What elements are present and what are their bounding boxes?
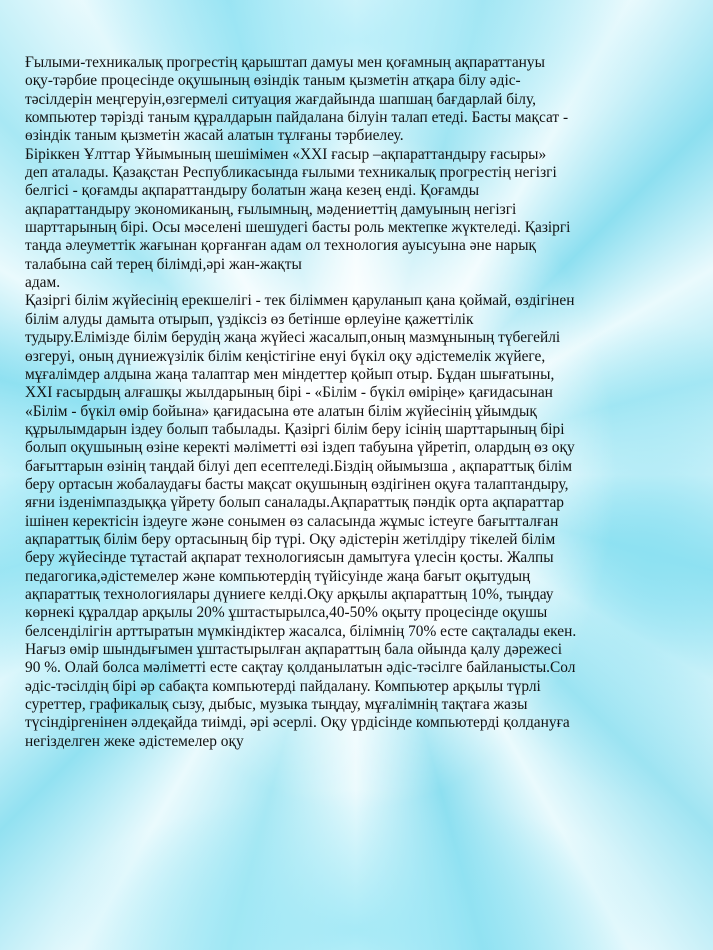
text-line: түсіндіргенінен әлдеқайда тиімді, әрі әсерлі. Оқу үрдісінде компьютерді қолдануға (25, 714, 570, 732)
text-line: белгісі - қоғамды ақпараттандыру болатын жаңа кезең енді. Қоғамды (25, 182, 480, 200)
text-line: болып оқушының өзіне керекті мәліметті өзі іздеп табуына үйретіп, олардың өз оқу (25, 439, 575, 457)
text-line: адам. (25, 274, 61, 292)
text-line: Ғылыми-техникалық прогрестің қарыштап дамуы мен қоғамның ақпараттануы (25, 54, 545, 71)
text-line: ақпараттық білім беру ортасының бір түрі. Оқу әдістерін жетілдіру тікелей білім (25, 530, 556, 548)
text-line: педагогика,әдістемелер және компьютердің түйісуінде жаңа бағыт оқытудың (25, 567, 531, 585)
text-line: өзіндік таным қызметін жасай алатын тұлғаны тәрбиелеу. (25, 127, 404, 145)
text-line: беру ортасын жобалаудағы басты мақсат оқушының өздігінен оқуға талаптандыру, (25, 475, 569, 493)
text-line: көрнекі құралдар арқылы 20% ұштастырылса,40-50% оқыту процесінде оқушы (25, 604, 548, 622)
text-line: негізделген жеке әдістемелер оқу (25, 732, 244, 750)
text-line: яғни ізденімпаздыққа үйрету болып саналады.Ақпараттық пәндік орта ақпараттар (25, 494, 565, 512)
text-line: тудыру.Елімізде білім берудің жаңа жүйесі жасалып,оның мазмұнының түбегейлі (25, 329, 561, 347)
document-body (25, 54, 693, 751)
text-line: «Білім - бүкіл өмір бойына» қағидасына өте алатын білім жүйесінің ұйымдық (25, 402, 537, 420)
text-line: өзгеруі, оның дүниежүзілік білім кеңістігіне енуі бүкіл оқу әдістемелік жүйеге, (25, 347, 546, 365)
text-line: оқу-тәрбие процесінде оқушының өзіндік таным қызметін атқара білу әдіс- (25, 72, 521, 90)
text-line: талабына сай терең білімді,әрі жан-жақты (25, 255, 302, 273)
text-line: ішінен керектісін іздеуге және сонымен өз саласында жұмыс істеуге бағытталған (25, 512, 559, 530)
text-line: компьютер тәрізді таным құралдарын пайдалана білуін талап етеді. Басты мақсат - (25, 109, 569, 127)
text-line: білім алуды дамыта отырып, үздіксіз өз бетінше өрлеуіне қажеттілік (25, 310, 474, 328)
text-line: XXI ғасырдың алғашқы жылдарының бірі - «Білім - бүкіл өміріңе» қағидасынан (25, 384, 553, 402)
text-line: суреттер, графикалық сызу, дыбыс, музыка тыңдау, мұғалімнің тақтаға жазы (25, 696, 528, 714)
text-line: белсенділігін арттыратын мүмкіндіктер жасалса, білімнің 70% есте сақталады екен. (25, 622, 577, 640)
text-line: бағыттарын өзінің таңдай білуі деп есептеледі.Біздің ойымызша , ақпараттық білім (25, 457, 572, 475)
text-line: ақпараттық технологиялары дүниеге келді.Оқу арқылы ақпараттың 10%, тыңдау (25, 585, 554, 603)
text-line: беру жүйесінде тұтастай ақпарат технологиясын дамытуға үлесін қосты. Жалпы (25, 549, 554, 567)
text-line: әдіс-тәсілдің бірі әр сабақта компьютерді пайдалану. Компьютер арқылы түрлі (25, 677, 541, 695)
text-line: 90 %. Олай болса мәліметті есте сақтау қолданылатын әдіс-тәсілге байланысты.Сол (25, 659, 576, 677)
text-line: шарттарының бірі. Осы мәселені шешудегі басты роль мектепке жүктеледі. Қазіргі (25, 219, 571, 237)
text-line: таңда әлеуметтік жағынан қорғанған адам ол технология ауысуына әне нарық (25, 237, 537, 255)
text-line: мұғалімдер алдына жаңа талаптар мен міндеттер қойып отыр. Бұдан шығатыны, (25, 365, 555, 383)
text-line: құрылымдарын іздеу болып табылады. Қазіргі білім беру ісінің шарттарының бірі (25, 420, 565, 438)
text-line: Біріккен Ұлттар Ұйымының шешімімен «XXI ғасыр –ақпараттандыру ғасыры» (25, 145, 547, 163)
text-line: Қазіргі білім жүйесінің ерекшелігі - тек біліммен қаруланып қана қоймай, өздігінен (25, 292, 575, 310)
text-line: тәсілдерін меңгеруін,өзгермелі ситуация жағдайында шапшаң бағдарлай білу, (25, 90, 536, 108)
text-line: Нағыз өмір шындығымен ұштастырылған ақпараттың бала ойында қалу дәрежесі (25, 641, 562, 658)
text-line: деп аталады. Қазақстан Республикасында ғылыми техникалық прогрестің негізгі (25, 164, 557, 182)
text-line: ақпараттандыру экономиканың, ғылымның, мәдениеттің дамуының негізгі (25, 200, 517, 218)
